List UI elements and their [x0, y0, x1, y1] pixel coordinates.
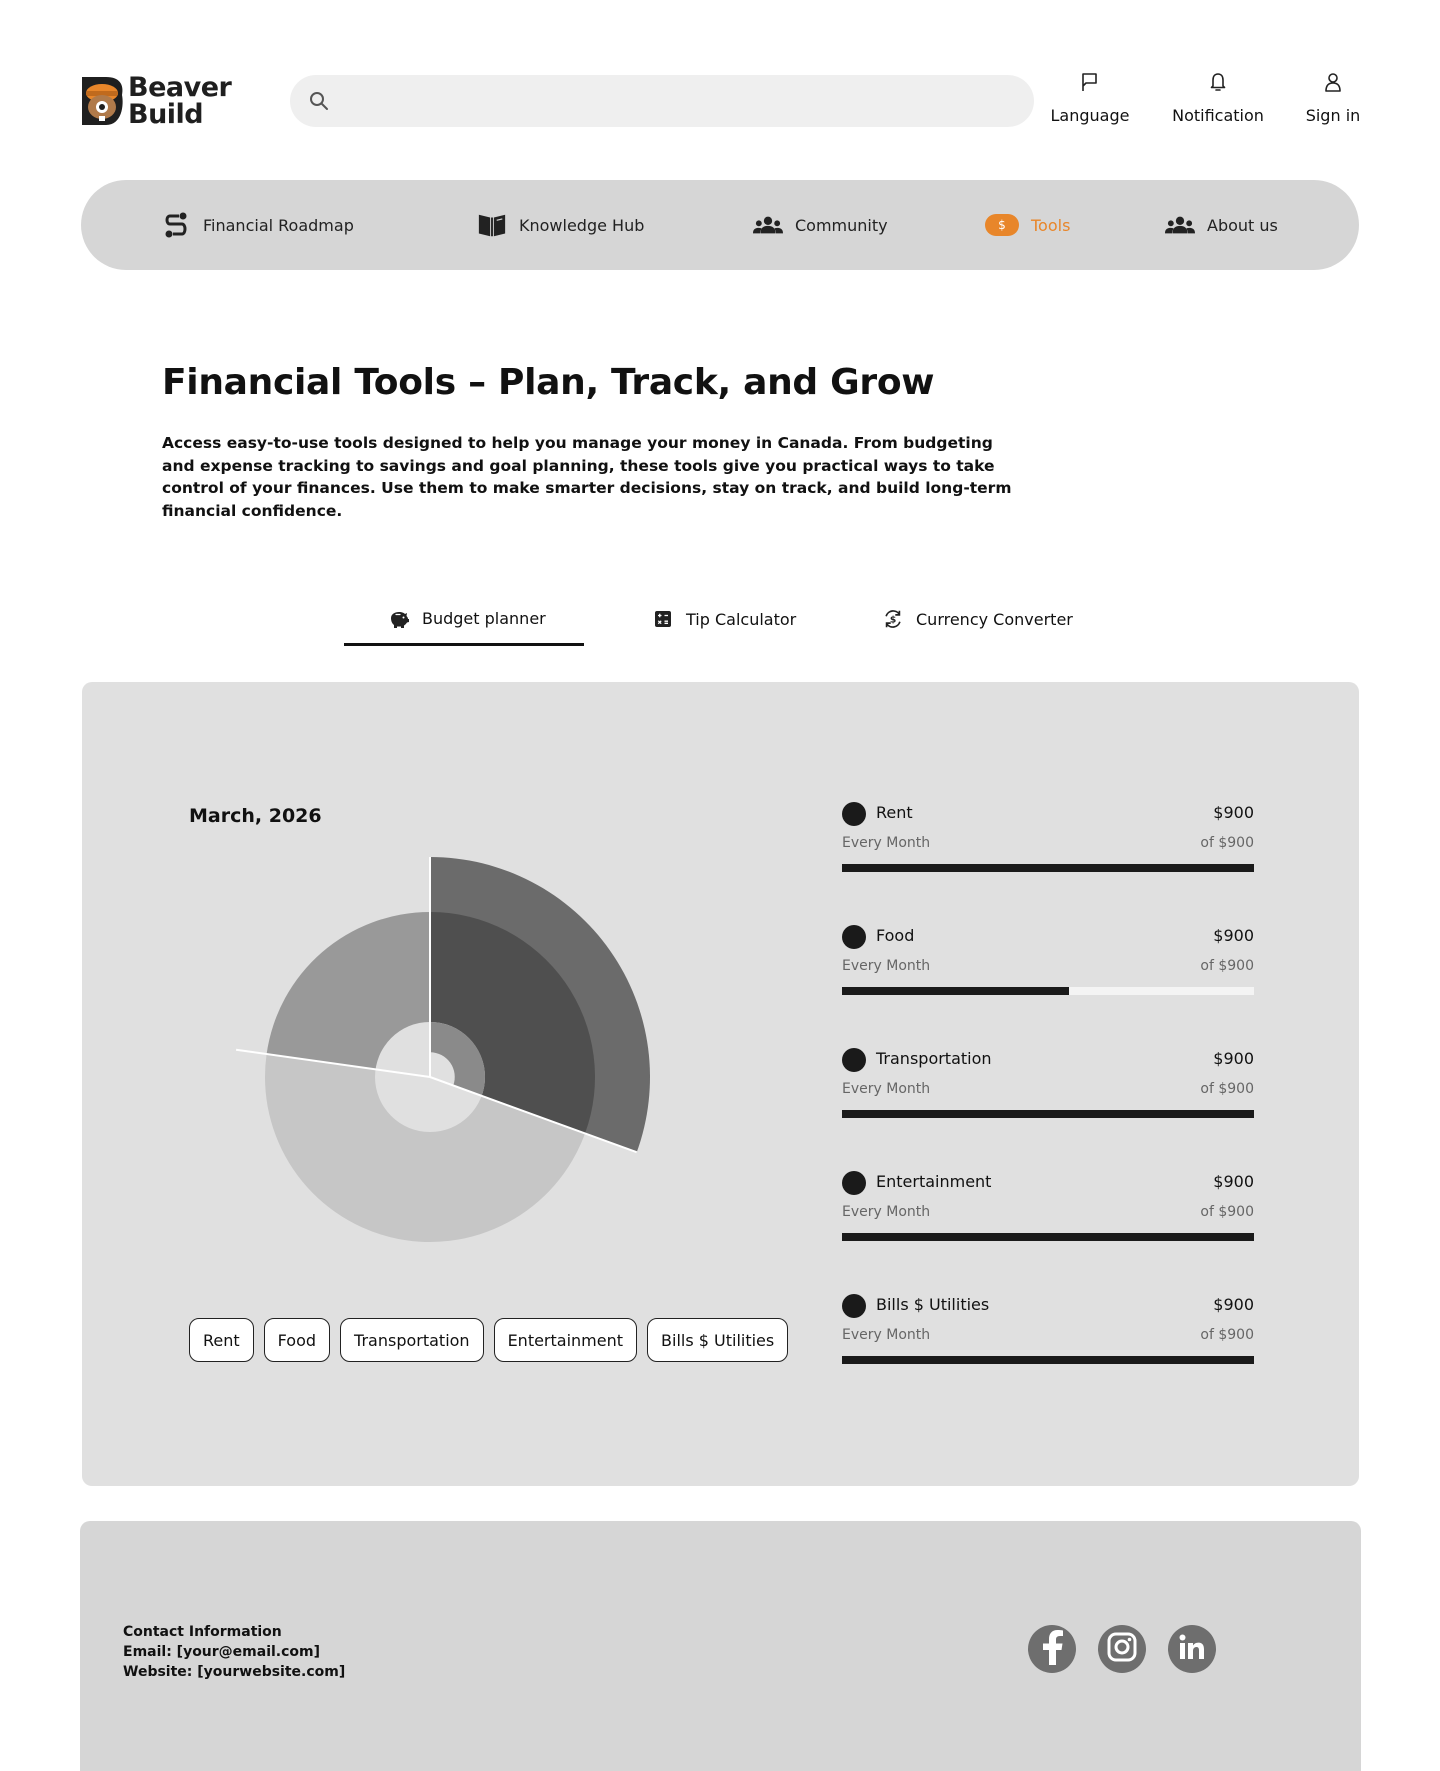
budget-name: Bills $ Utilities	[876, 1295, 990, 1314]
category-dot	[842, 1294, 866, 1318]
flag-icon	[1078, 70, 1102, 94]
budget-row-entertainment[interactable]	[842, 1171, 1254, 1251]
search-bar[interactable]	[290, 75, 1034, 127]
budget-frequency: Every Month	[842, 1204, 931, 1220]
people-icon	[753, 211, 783, 239]
progress-track	[842, 1110, 1254, 1118]
header	[0, 0, 1440, 160]
nav-label: Tools	[1031, 215, 1071, 235]
contact-website: Website: [yourwebsite.com]	[123, 1664, 346, 1680]
tab-label: Budget planner	[422, 609, 546, 628]
book-icon	[477, 211, 507, 239]
budget-limit: of $900	[1200, 958, 1254, 974]
budget-frequency: Every Month	[842, 958, 931, 974]
contact-info	[123, 1622, 345, 1682]
chip-food[interactable]: Food	[264, 1318, 330, 1362]
dollar-pill-icon	[985, 211, 1019, 239]
tab-label: Tip Calculator	[686, 609, 797, 629]
tools-badge: $	[985, 214, 1019, 236]
tab-tip-calculator[interactable]	[652, 594, 796, 644]
svg-text:$: $	[889, 614, 897, 626]
budget-limit: of $900	[1200, 835, 1254, 851]
beaver-logo-icon	[80, 73, 124, 129]
route-icon	[161, 211, 191, 239]
page-title: Financial Tools – Plan, Track, and Grow	[162, 362, 935, 403]
currency-exchange-icon	[882, 608, 904, 630]
nav-item-knowledge-hub[interactable]	[477, 180, 644, 270]
budget-frequency: Every Month	[842, 835, 931, 851]
month-label: March, 2026	[189, 805, 322, 827]
budget-limit: of $900	[1200, 1081, 1254, 1097]
budget-name: Transportation	[876, 1049, 992, 1068]
nav-item-community[interactable]	[753, 180, 888, 270]
budget-amount: $900	[1213, 1049, 1254, 1068]
category-dot	[842, 1171, 866, 1195]
progress-track	[842, 864, 1254, 872]
budget-name: Entertainment	[876, 1172, 992, 1191]
main-nav	[81, 180, 1359, 270]
progress-track	[842, 1356, 1254, 1364]
progress-fill	[842, 1233, 1254, 1241]
sign-in-label: Sign in	[1305, 106, 1361, 125]
budget-amount: $900	[1213, 1172, 1254, 1191]
tab-currency-converter[interactable]	[882, 594, 1073, 644]
user-icon	[1321, 70, 1345, 94]
language-button[interactable]	[1050, 70, 1130, 125]
logo[interactable]	[80, 72, 245, 130]
people-icon	[1165, 211, 1195, 239]
bell-icon	[1206, 70, 1230, 94]
progress-fill	[842, 1110, 1254, 1118]
tab-label: Currency Converter	[916, 609, 1073, 629]
facebook-link[interactable]	[1028, 1625, 1076, 1673]
budget-row-food[interactable]	[842, 925, 1254, 1005]
nav-label: Knowledge Hub	[519, 215, 645, 235]
tab-budget-planner[interactable]	[344, 594, 584, 646]
budget-polar-chart	[82, 682, 802, 1486]
piggy-bank-icon	[388, 608, 410, 630]
search-input[interactable]	[340, 83, 1010, 119]
nav-item-tools[interactable]	[985, 180, 1070, 270]
budget-frequency: Every Month	[842, 1081, 931, 1097]
category-dot	[842, 925, 866, 949]
budget-row-rent[interactable]	[842, 802, 1254, 882]
budget-amount: $900	[1213, 803, 1254, 822]
budget-planner-panel	[82, 682, 1359, 1486]
linkedin-link[interactable]	[1168, 1625, 1216, 1673]
chip-entertainment[interactable]: Entertainment	[494, 1318, 637, 1362]
progress-fill	[842, 864, 1254, 872]
notification-label: Notification	[1172, 106, 1264, 125]
budget-frequency: Every Month	[842, 1327, 931, 1343]
progress-track	[842, 987, 1254, 995]
logo-text	[128, 74, 231, 128]
budget-limit: of $900	[1200, 1327, 1254, 1343]
budget-name: Food	[876, 926, 915, 945]
page-description: Access easy-to-use tools designed to help you manage your money in Canada. From budgeting and expense tracking to savings and goal planning, these tools give you practical ways to take control of your finances. Use them to make smarter decisions, stay on track, and build long-term financial confidence.	[162, 434, 1012, 520]
linkedin-icon	[1178, 1633, 1206, 1665]
footer	[80, 1521, 1361, 1771]
instagram-icon	[1107, 1632, 1137, 1666]
contact-title: Contact Information	[123, 1624, 282, 1640]
chip-rent[interactable]: Rent	[189, 1318, 254, 1362]
budget-limit: of $900	[1200, 1204, 1254, 1220]
progress-fill	[842, 987, 1069, 995]
budget-row-transportation[interactable]	[842, 1048, 1254, 1128]
logo-line-1: Beaver	[128, 72, 232, 103]
nav-label: About us	[1207, 215, 1278, 235]
budget-name: Rent	[876, 803, 913, 822]
chip-transportation[interactable]: Transportation	[340, 1318, 484, 1362]
logo-line-2: Build	[128, 99, 204, 130]
nav-label: Community	[795, 215, 888, 235]
sign-in-button[interactable]	[1298, 70, 1368, 125]
instagram-link[interactable]	[1098, 1625, 1146, 1673]
category-dot	[842, 1048, 866, 1072]
budget-row-bills-utilities[interactable]	[842, 1294, 1254, 1374]
progress-track	[842, 1233, 1254, 1241]
category-dot	[842, 802, 866, 826]
chip-bills-utilities[interactable]: Bills $ Utilities	[647, 1318, 788, 1362]
category-chips	[189, 1318, 798, 1362]
nav-label: Financial Roadmap	[203, 215, 354, 235]
progress-fill	[842, 1356, 1254, 1364]
contact-email: Email: [your@email.com]	[123, 1644, 321, 1660]
language-label: Language	[1050, 106, 1130, 125]
budget-amount: $900	[1213, 926, 1254, 945]
notification-button[interactable]	[1168, 70, 1268, 125]
facebook-icon	[1039, 1629, 1065, 1669]
search-icon	[308, 90, 330, 112]
nav-item-about-us[interactable]	[1165, 180, 1278, 270]
calculator-icon	[652, 608, 674, 630]
budget-amount: $900	[1213, 1295, 1254, 1314]
nav-item-financial-roadmap[interactable]	[161, 180, 354, 270]
